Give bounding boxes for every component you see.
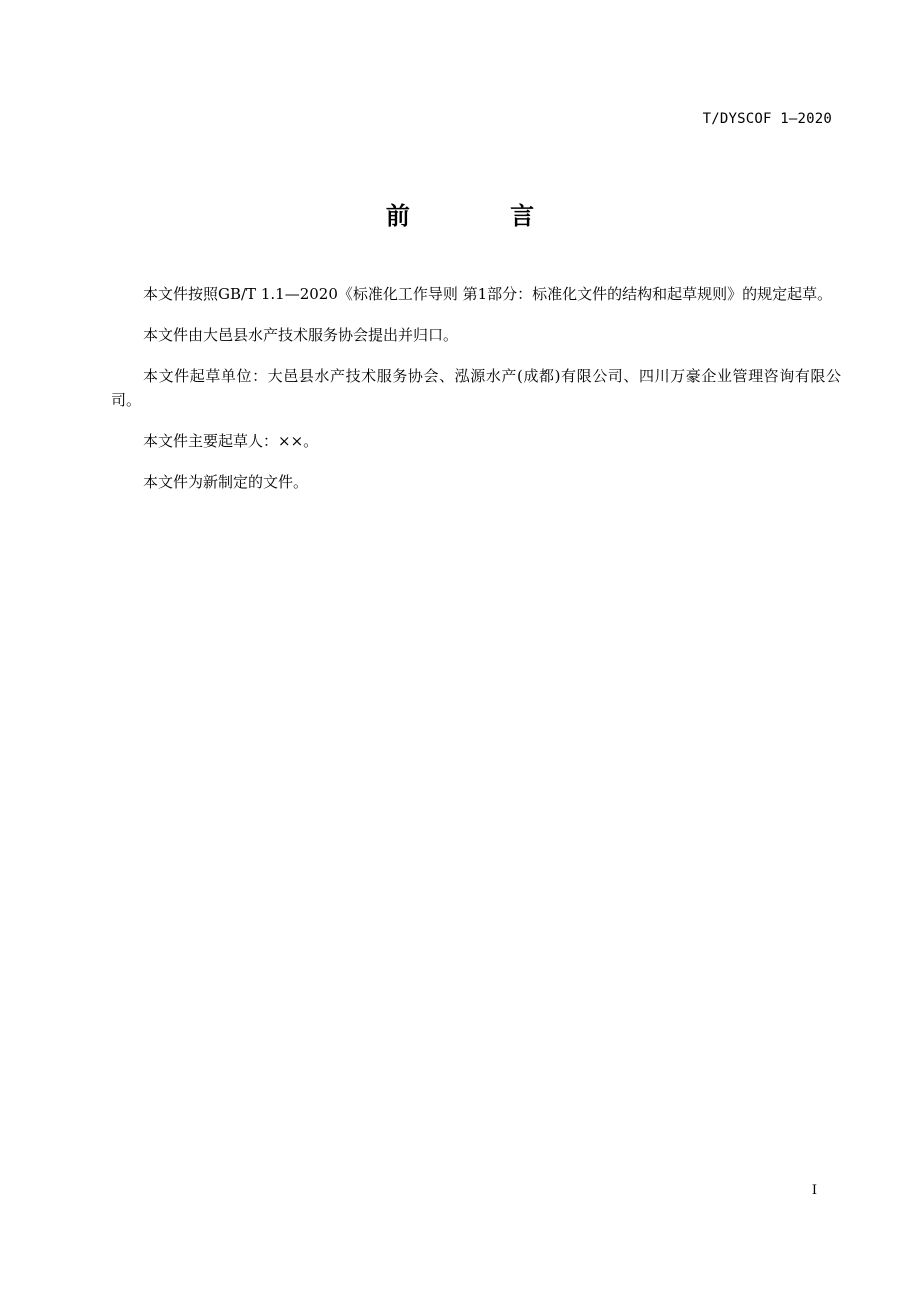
paragraph-main-drafters: 本文件主要起草人：××。 <box>143 432 319 450</box>
paragraph-drafting-rules: 本文件按照GB/T 1.1—2020《标准化工作导则 第1部分：标准化文件的结构和起草规则》的规定起草。 <box>143 285 833 303</box>
paragraph-drafting-units: 本文件起草单位：大邑县水产技术服务协会、泓源水产(成都)有限公司、四川万豪企业管理咨询有限公司。 <box>111 367 841 409</box>
paragraph-proposer: 本文件由大邑县水产技术服务协会提出并归口。 <box>143 326 459 344</box>
document-code: T/DYSCOF 1—2020 <box>702 111 832 127</box>
page-title: 前 言 <box>385 202 581 230</box>
paragraph-new-document: 本文件为新制定的文件。 <box>143 473 309 491</box>
foreword-body <box>111 282 841 511</box>
page-number: I <box>811 1183 817 1198</box>
